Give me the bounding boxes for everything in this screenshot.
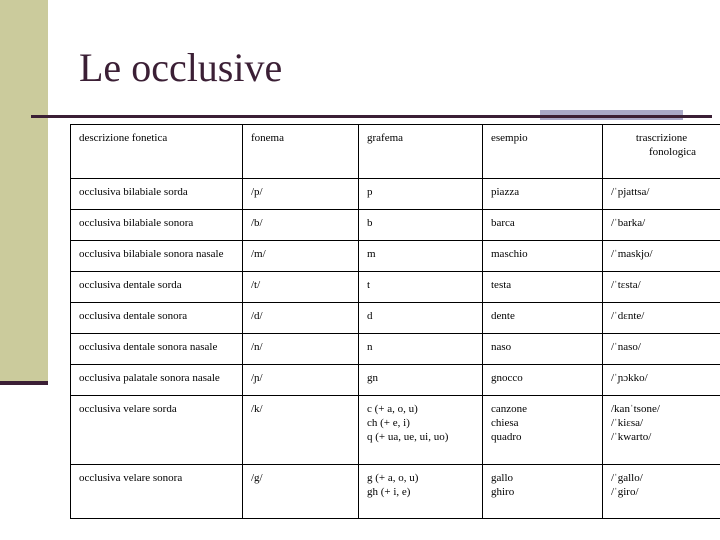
table-header-row: [71, 125, 720, 179]
cell-grafema-line: gh (+ i, e): [367, 486, 411, 498]
table-row: [71, 241, 720, 272]
cell-grafema-line: b: [367, 217, 373, 229]
cell-grafema: [359, 303, 483, 334]
cell-trascrizione: [603, 303, 720, 334]
cell-esempio: [483, 241, 603, 272]
cell-esempio: [483, 210, 603, 241]
cell-trascrizione-line: /ˈdɛnte/: [611, 310, 645, 322]
cell-descrizione: occlusiva bilabiale sonora: [71, 210, 243, 241]
cell-trascrizione-line: /ˈmaskjo/: [611, 248, 653, 260]
decorative-title-rule: [31, 115, 712, 118]
cell-descrizione: occlusiva dentale sorda: [71, 272, 243, 303]
cell-trascrizione: [603, 334, 720, 365]
cell-fonema: /p/: [243, 179, 359, 210]
cell-trascrizione-line: /ˈtɛsta/: [611, 279, 641, 291]
cell-esempio-line: chiesa: [491, 417, 519, 429]
cell-descrizione: occlusiva dentale sonora: [71, 303, 243, 334]
cell-trascrizione-line: /ˈkiɛsa/: [611, 417, 644, 429]
cell-grafema-line: m: [367, 248, 376, 260]
cell-grafema-line: d: [367, 310, 373, 322]
table-row: [71, 179, 720, 210]
slide-title: Le occlusive: [79, 45, 283, 90]
cell-esempio: [483, 365, 603, 396]
cell-descrizione: occlusiva velare sorda: [71, 396, 243, 465]
cell-grafema-line: ch (+ e, i): [367, 417, 410, 429]
header-grafema: grafema: [359, 125, 483, 179]
cell-descrizione: occlusiva velare sonora: [71, 465, 243, 519]
cell-fonema: /n/: [243, 334, 359, 365]
cell-esempio-line: naso: [491, 341, 512, 353]
cell-grafema: [359, 465, 483, 519]
occlusive-table: [70, 124, 720, 519]
cell-fonema: /d/: [243, 303, 359, 334]
table-row: [71, 210, 720, 241]
header-trascrizione-line: trascrizione: [635, 132, 688, 144]
cell-esempio-line: barca: [491, 217, 515, 229]
cell-trascrizione: [603, 210, 720, 241]
cell-esempio: [483, 334, 603, 365]
cell-trascrizione-line: /ˈgallo/: [611, 472, 643, 484]
cell-trascrizione-line: /kanˈtsone/: [611, 403, 660, 415]
cell-trascrizione: [603, 179, 720, 210]
table-row: [71, 365, 720, 396]
cell-esempio-line: canzone: [491, 403, 528, 415]
cell-trascrizione: [603, 272, 720, 303]
cell-trascrizione: [603, 365, 720, 396]
cell-grafema: [359, 334, 483, 365]
cell-descrizione: occlusiva palatale sonora nasale: [71, 365, 243, 396]
cell-grafema-line: q (+ ua, ue, ui, uo): [367, 431, 449, 443]
cell-grafema-line: t: [367, 279, 371, 291]
cell-esempio-line: piazza: [491, 186, 520, 198]
cell-fonema: /b/: [243, 210, 359, 241]
cell-grafema-line: p: [367, 186, 373, 198]
cell-descrizione: occlusiva bilabiale sonora nasale: [71, 241, 243, 272]
cell-esempio: [483, 303, 603, 334]
table-row: [71, 334, 720, 365]
header-trascrizione-line: fonologica: [648, 146, 697, 158]
cell-esempio-line: dente: [491, 310, 515, 322]
header-descrizione: descrizione fonetica: [71, 125, 243, 179]
cell-fonema: /m/: [243, 241, 359, 272]
table-row: [71, 303, 720, 334]
cell-esempio-line: ghiro: [491, 486, 515, 498]
table-row: [71, 396, 720, 465]
cell-trascrizione: [603, 396, 720, 465]
cell-grafema-line: c (+ a, o, u): [367, 403, 418, 415]
header-trascrizione: [603, 125, 720, 179]
cell-fonema: /t/: [243, 272, 359, 303]
cell-esempio-line: testa: [491, 279, 512, 291]
cell-descrizione: occlusiva bilabiale sorda: [71, 179, 243, 210]
cell-grafema: [359, 272, 483, 303]
cell-trascrizione-line: /ˈpjattsa/: [611, 186, 650, 198]
table-row: [71, 272, 720, 303]
cell-fonema: /g/: [243, 465, 359, 519]
cell-esempio-line: gnocco: [491, 372, 523, 384]
cell-trascrizione-line: /ˈgiro/: [611, 486, 639, 498]
cell-esempio-line: quadro: [491, 431, 522, 443]
cell-esempio: [483, 272, 603, 303]
decorative-left-line: [0, 381, 48, 385]
cell-grafema: [359, 396, 483, 465]
header-fonema: fonema: [243, 125, 359, 179]
header-esempio: esempio: [483, 125, 603, 179]
cell-grafema: [359, 365, 483, 396]
cell-trascrizione: [603, 465, 720, 519]
cell-esempio: [483, 396, 603, 465]
cell-grafema-line: gn: [367, 372, 378, 384]
cell-trascrizione-line: /ˈɲɔkko/: [611, 372, 648, 384]
cell-fonema: /ɲ/: [243, 365, 359, 396]
cell-grafema: [359, 241, 483, 272]
cell-esempio: [483, 465, 603, 519]
cell-grafema-line: g (+ a, o, u): [367, 472, 419, 484]
cell-esempio: [483, 179, 603, 210]
cell-trascrizione-line: /ˈbarka/: [611, 217, 646, 229]
cell-esempio-line: maschio: [491, 248, 528, 260]
cell-esempio-line: gallo: [491, 472, 513, 484]
cell-trascrizione: [603, 241, 720, 272]
cell-grafema: [359, 179, 483, 210]
cell-descrizione: occlusiva dentale sonora nasale: [71, 334, 243, 365]
cell-trascrizione-line: /ˈnaso/: [611, 341, 641, 353]
decorative-left-bar: [0, 0, 48, 381]
cell-grafema: [359, 210, 483, 241]
cell-grafema-line: n: [367, 341, 373, 353]
cell-trascrizione-line: /ˈkwarto/: [611, 431, 652, 443]
cell-fonema: /k/: [243, 396, 359, 465]
table-row: [71, 465, 720, 519]
